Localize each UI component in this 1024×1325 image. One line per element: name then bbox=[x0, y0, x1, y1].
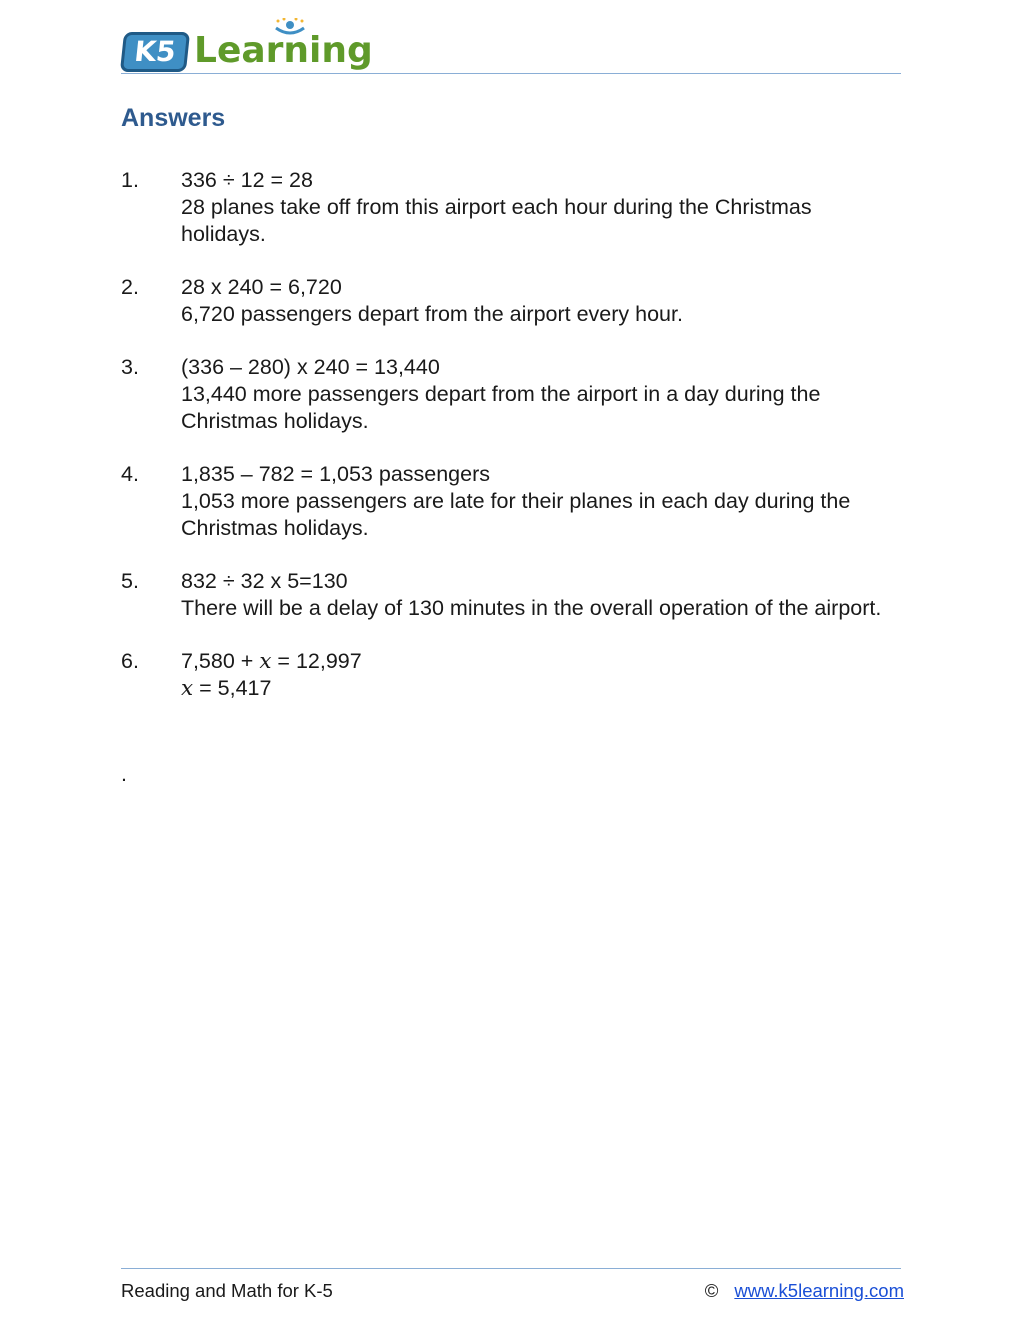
answer-list bbox=[121, 167, 901, 728]
variable-x: x bbox=[259, 649, 272, 674]
footer-tagline: Reading and Math for K-5 bbox=[121, 1280, 333, 1301]
copyright-symbol: © bbox=[704, 1280, 719, 1301]
equation-right: = 12,997 bbox=[271, 649, 362, 673]
header-divider bbox=[121, 73, 901, 74]
variable-x: x bbox=[181, 676, 194, 701]
logo-wordmark: Learning bbox=[194, 30, 373, 71]
answer-item-4 bbox=[121, 461, 901, 542]
answer-item-6 bbox=[121, 648, 901, 702]
equation-left: 7,580 + bbox=[181, 649, 260, 673]
answer-number: 3. bbox=[121, 355, 139, 379]
answer-equation: 336 ÷ 12 = 28 bbox=[181, 168, 313, 192]
answer-statement: There will be a delay of 130 minutes in the overall operation of the airport. bbox=[181, 596, 882, 620]
answer-solution bbox=[181, 675, 901, 702]
solution-value: = 5,417 bbox=[193, 676, 272, 700]
answer-statement: 13,440 more passengers depart from the airport in a day during the Christmas holidays. bbox=[181, 382, 821, 433]
answer-statement: 1,053 more passengers are late for their planes in each day during the Christmas holidays. bbox=[181, 489, 851, 540]
answer-item-5 bbox=[121, 568, 901, 622]
answer-item-1 bbox=[121, 167, 901, 248]
answer-statement: 6,720 passengers depart from the airport every hour. bbox=[181, 302, 683, 326]
k5-learning-logo bbox=[122, 18, 373, 74]
answer-equation: 832 ÷ 32 x 5=130 bbox=[181, 569, 348, 593]
logo-badge: K5 bbox=[120, 32, 190, 72]
answer-number: 6. bbox=[121, 649, 139, 673]
answer-item-3 bbox=[121, 354, 901, 435]
website-link[interactable]: www.k5learning.com bbox=[734, 1280, 904, 1301]
answer-number: 1. bbox=[121, 168, 139, 192]
answer-equation: 1,835 – 782 = 1,053 passengers bbox=[181, 462, 491, 486]
answer-item-2 bbox=[121, 274, 901, 328]
answer-equation bbox=[181, 648, 901, 675]
trailing-period: . bbox=[121, 762, 127, 786]
answer-equation: 28 x 240 = 6,720 bbox=[181, 275, 342, 299]
footer-credit bbox=[705, 1280, 904, 1302]
answer-number: 5. bbox=[121, 569, 139, 593]
answer-equation: (336 – 280) x 240 = 13,440 bbox=[181, 355, 440, 379]
answer-statement: 28 planes take off from this airport each hour during the Christmas holidays. bbox=[181, 195, 812, 246]
answer-number: 2. bbox=[121, 275, 139, 299]
footer-divider bbox=[121, 1268, 901, 1269]
page-title: Answers bbox=[121, 104, 226, 132]
answer-number: 4. bbox=[121, 462, 139, 486]
